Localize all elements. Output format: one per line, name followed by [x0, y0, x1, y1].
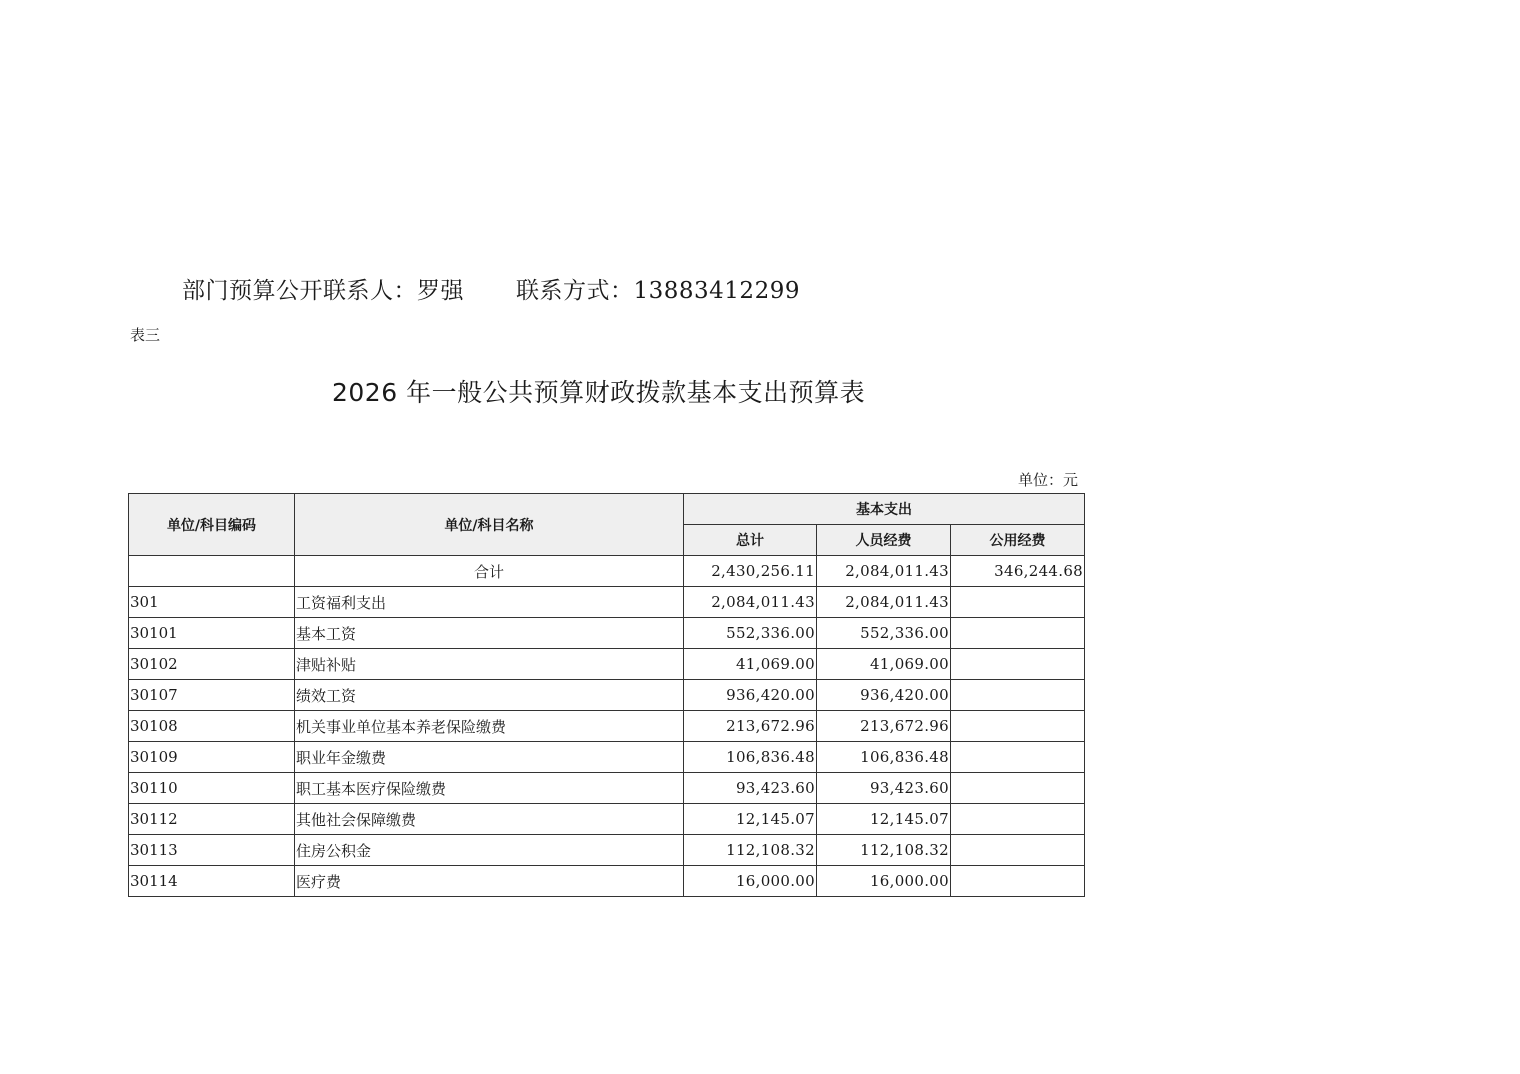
row-name: 工资福利支出 — [295, 587, 684, 618]
row-personnel: 16,000.00 — [817, 866, 951, 897]
row-personnel: 552,336.00 — [817, 618, 951, 649]
contact-phone: 联系方式：13883412299 — [516, 278, 800, 304]
row-code: 30108 — [129, 711, 295, 742]
row-public — [951, 587, 1085, 618]
row-personnel: 112,108.32 — [817, 835, 951, 866]
row-personnel: 12,145.07 — [817, 804, 951, 835]
table-row — [129, 835, 1085, 866]
row-personnel: 936,420.00 — [817, 680, 951, 711]
row-code: 30107 — [129, 680, 295, 711]
unit-label: 单位：元 — [1018, 471, 1079, 489]
row-public — [951, 618, 1085, 649]
total-row-total: 2,430,256.11 — [684, 556, 817, 587]
row-personnel: 213,672.96 — [817, 711, 951, 742]
header-personnel: 人员经费 — [817, 525, 951, 556]
row-name: 绩效工资 — [295, 680, 684, 711]
row-name: 医疗费 — [295, 866, 684, 897]
table-row — [129, 866, 1085, 897]
row-name: 基本工资 — [295, 618, 684, 649]
row-code: 30101 — [129, 618, 295, 649]
row-total: 41,069.00 — [684, 649, 817, 680]
total-row-code — [129, 556, 295, 587]
row-total: 552,336.00 — [684, 618, 817, 649]
total-row — [129, 556, 1085, 587]
total-row-name: 合计 — [295, 556, 684, 587]
table-row — [129, 618, 1085, 649]
row-total: 112,108.32 — [684, 835, 817, 866]
header-code: 单位/科目编码 — [129, 494, 295, 556]
row-personnel: 2,084,011.43 — [817, 587, 951, 618]
budget-table — [128, 493, 1085, 897]
row-code: 30110 — [129, 773, 295, 804]
row-total: 12,145.07 — [684, 804, 817, 835]
contact-line — [182, 272, 800, 305]
row-code: 301 — [129, 587, 295, 618]
row-public — [951, 866, 1085, 897]
row-code: 30102 — [129, 649, 295, 680]
row-total: 93,423.60 — [684, 773, 817, 804]
row-public — [951, 804, 1085, 835]
row-personnel: 41,069.00 — [817, 649, 951, 680]
table-row — [129, 742, 1085, 773]
row-personnel: 106,836.48 — [817, 742, 951, 773]
row-name: 机关事业单位基本养老保险缴费 — [295, 711, 684, 742]
header-public: 公用经费 — [951, 525, 1085, 556]
row-total: 106,836.48 — [684, 742, 817, 773]
row-public — [951, 649, 1085, 680]
row-public — [951, 835, 1085, 866]
table-row — [129, 680, 1085, 711]
table-row — [129, 649, 1085, 680]
table-row — [129, 587, 1085, 618]
row-name: 津贴补贴 — [295, 649, 684, 680]
row-public — [951, 711, 1085, 742]
total-row-public: 346,244.68 — [951, 556, 1085, 587]
row-total: 2,084,011.43 — [684, 587, 817, 618]
row-public — [951, 742, 1085, 773]
row-total: 16,000.00 — [684, 866, 817, 897]
page-title: 2026 年一般公共预算财政拨款基本支出预算表 — [332, 378, 866, 407]
row-code: 30113 — [129, 835, 295, 866]
row-code: 30112 — [129, 804, 295, 835]
table-number: 表三 — [130, 326, 161, 344]
row-personnel: 93,423.60 — [817, 773, 951, 804]
row-total: 936,420.00 — [684, 680, 817, 711]
row-name: 住房公积金 — [295, 835, 684, 866]
row-name: 其他社会保障缴费 — [295, 804, 684, 835]
table-row — [129, 711, 1085, 742]
row-code: 30109 — [129, 742, 295, 773]
table-row — [129, 773, 1085, 804]
contact-person: 部门预算公开联系人：罗强 — [182, 278, 464, 304]
row-name: 职业年金缴费 — [295, 742, 684, 773]
header-basic-expenditure: 基本支出 — [684, 494, 1085, 525]
row-code: 30114 — [129, 866, 295, 897]
row-public — [951, 773, 1085, 804]
row-total: 213,672.96 — [684, 711, 817, 742]
table-row — [129, 804, 1085, 835]
total-row-personnel: 2,084,011.43 — [817, 556, 951, 587]
header-total: 总计 — [684, 525, 817, 556]
header-name: 单位/科目名称 — [295, 494, 684, 556]
row-public — [951, 680, 1085, 711]
row-name: 职工基本医疗保险缴费 — [295, 773, 684, 804]
